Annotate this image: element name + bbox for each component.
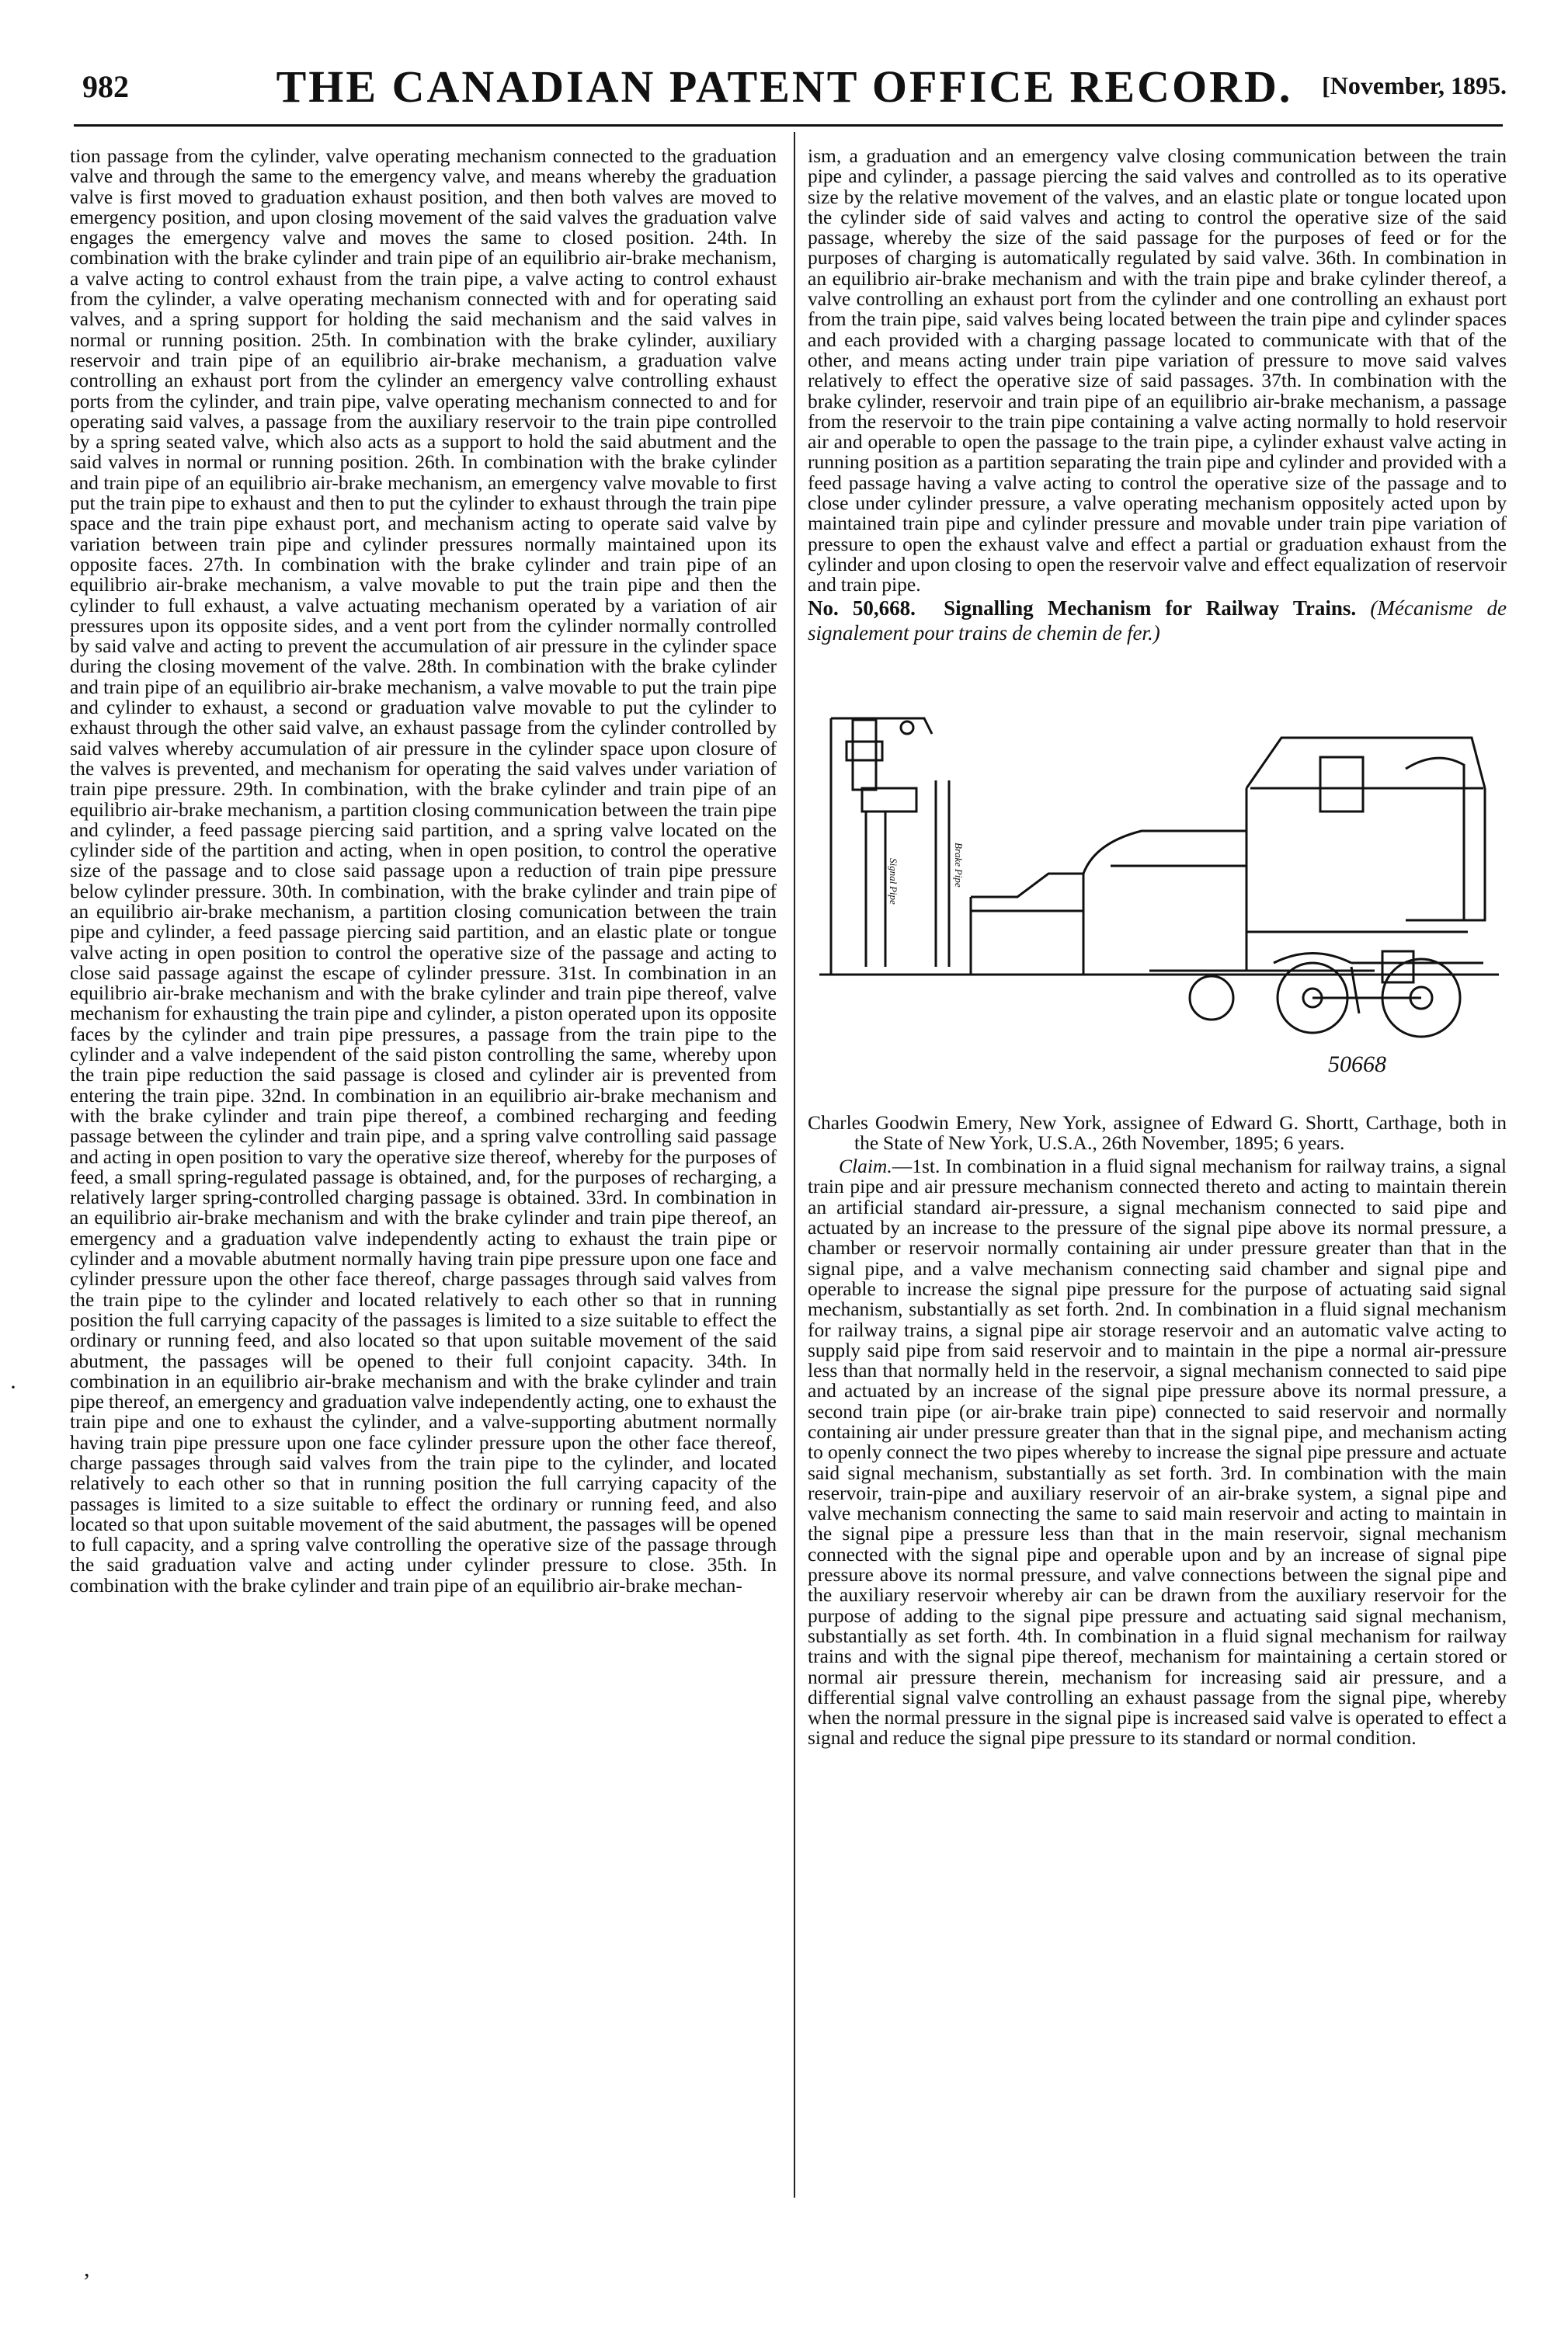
claim-label: Claim. (839, 1155, 892, 1178)
patent-title: Signalling Mechanism for Railway Trains. (944, 596, 1357, 620)
column-divider (794, 132, 795, 2198)
patent-number: No. 50,668. (808, 596, 916, 620)
claims-paragraph (808, 1156, 1507, 1749)
journal-title: THE CANADIAN PATENT OFFICE RECORD. (276, 61, 1293, 112)
margin-mark: , (84, 2256, 90, 2282)
brake-pipe-label: Brake Pipe (953, 842, 965, 888)
signal-pipe-label: Signal Pipe (888, 857, 899, 905)
page-header (62, 54, 1507, 116)
left-column-text: tion passage from the cylinder, valve operating mechanism connected to the graduation valve and through the same to the emergency valve, and means whereby the graduation valve is first moved to graduation exhaust position, and then both valves are moved to emergency position, and upon closing movement of the said valves the graduation valve engages the emergency valve and moves the same to closed position. 24th. In combination with the brake cylinder and train pipe of an equilibrio air-brake mechanism, a valve acting to control exhaust from the train pipe, a valve acting to control exhaust from the cylinder, a valve operating mechanism connected with and for operating said valves, and a spring support for holding the said mechanism and the said valves in normal or running position. 25th. In combination with the brake cylinder, auxiliary reservoir and train pipe of an equilibrio air-brake mechanism, a graduation valve controlling an exhaust port from the cylinder an emergency valve controlling exhaust ports from the cylinder, and train pipe, valve operating mechanism connected to and for operating said valves, a passage from the auxiliary reservoir to the train pipe controlled by a spring seated valve, which also acts as a support to hold the said abutment and the said valves in normal or running position. 26th. In combination with the brake cylinder and train pipe of an equilibrio air-brake mechanism, an emergency valve movable to first put the train pipe to exhaust and then to put the cylinder to exhaust through the train pipe space and the train pipe exhaust port, and mechanism acting to operate said valve by variation between train pipe and cylinder pressures normally maintained upon its opposite faces. 27th. In combination with the brake cylinder and train pipe of an equilibrio air-brake mechanism, a valve movable to put the train pipe and then the cylinder to full exhaust, a valve actuating mechanism operated by a variation of air pressures upon its opposite sides, and a vent port from the cylinder normally controlled by said valve and acting to prevent the accumulation of air pressure in the cylinder space during the closing movement of the valve. 28th. In combination with the brake cylinder and train pipe of an equilibrio air-brake mechanism, a valve movable to put the train pipe and cylinder to exhaust, a second or graduation valve movable to put the cylinder to exhaust through the other said valve, an exhaust passage from the cylinder controlled by said valves whereby accumulation of air pressure in the cylinder space upon closure of the valves is prevented, and mechanism for operating the said valves under variation of train pipe pressure. 29th. In combination, with the brake cylinder and train pipe of an equilibrio air-brake mechanism, a partition closing communication between the train pipe and cylinder, a feed passage piercing said partition, and a spring valve located on the cylinder side of the partition and acting, when in open position, to control the operative size of the passage and to close said passage upon a reduction of train pipe pressure below cylinder pressure. 30th. In combination, with the brake cylinder and train pipe of an equilibrio air-brake mechanism, a partition closing comunication between the train pipe and cylinder, a feed passage piercing said partition, and an elastic plate or tongue valve acting in open position to control the operative size of the passage and acting to close said passage against the escape of cylinder pressure. 31st. In combination in an equilibrio air-brake mechanism and with the brake cylinder and train pipe thereof, valve mechanism for exhausting the train pipe and cylinder, a piston operated upon its opposite faces by the cylinder and train pipe pressures, a passage from the train pipe to the cylinder and a valve independent of the said piston controlling the same, whereby upon the train pipe reduction the said passage is closed and cylinder air is prevented from entering the train pipe. 32nd. In combination in an equilibrio air-brake mechanism and with the brake cylinder and train pipe thereof, a combined recharging and feeding passage between the cylinder and train pipe, and a spring valve controlling said passage and acting in open position to vary the operative size thereof, whereby for the purposes of feed, a small spring-regulated passage is obtained, and, for the purposes of recharging, a relatively larger spring-controlled charging passage is obtained. 33rd. In combination in an equilibrio air-brake mechanism and with the brake cylinder and train pipe thereof, an emergency and a graduation valve independently acting to exhaust the train pipe or cylinder and a movable abutment normally having train pipe pressure upon one face and cylinder pressure upon the other face thereof, charge passages through said valves from the train pipe to the cylinder and located relatively to each other so that in running position the full carrying capacity of the passages is limited to a size suitable to effect the ordinary or running feed, and also located so that upon suitable movement of the said abutment, the passages will be opened to their full conjoint capacity. 34th. In combination in an equilibrio air-brake mechanism and with the brake cylinder and train pipe thereof, an emergency and graduation valve independently acting, one to exhaust the train pipe and one to exhaust the cylinder, and a valve-supporting abutment normally having train pipe pressure upon one face cylinder pressure upon the other face thereof, charge passages through said valves from the train pipe to the cylinder, and located relatively to each other so that in running position the full carrying capacity of the passages is limited to a size suitable to effect the ordinary or running feed, and also located so that upon suitable movement of the said abutment, the passages will be opened to full capacity, and a spring valve controlling the operative size of the passage through the said graduation valve and acting under cylinder pressure to close. 35th. In combination with the brake cylinder and train pipe of an equilibrio air-brake mechan- (70, 144, 777, 1597)
claims-text: —1st. In combination in a fluid signal mechanism for railway trains, a signal train pipe and air pressure mechanism connected thereto and acting to maintain therein an artificial standard air-pressure, a signal mechanism connected to said pipe and actuated by an increase to the pressure of the signal pipe above its normal pressure, a chamber or reservoir normally containing air under pressure greater than that in the signal pipe, and a valve mechanism connecting said chamber and signal pipe and operable to increase the signal pipe pressure for the purpose of actuating said signal mechanism, substantially as set forth. 2nd. In combination in a fluid signal mechanism for railway trains, a signal pipe air storage reservoir and an automatic valve acting to supply said pipe from said reservoir and to maintain in the pipe a normal air-pressure less than that normally held in the reservoir, a signal mechanism connected to said pipe and actuated by an increase of the signal pipe pressure above its normal pressure, a second train pipe (or air-brake train pipe) connected to said reservoir and normally containing air under pressure greater than that in the signal pipe, and mechanism acting to openly connect the two pipes whereby to increase the signal pipe pressure and actuate said signal mechanism, substantially as set forth. 3rd. In combination with the main reservoir, train-pipe and auxiliary reservoir of an air-brake system, a signal pipe and valve mechanism connecting the same to said main reservoir and acting to maintain in the signal pipe a pressure less than that in the main reservoir, signal mechanism connected with the signal pipe and operable upon and by an increase of signal pipe pressure above its normal pressure, and valve connections between the signal pipe and the auxiliary reservoir whereby air can be drawn from the auxiliary reservoir for the purpose of adding to the signal pipe pressure and actuating said signal mechanism, substantially as set forth. 4th. In combination in a fluid signal mechanism for railway trains and with the signal pipe thereof, mechanism for maintaining a certain stored or normal air pressure therein, mechanism for increasing said air pressure, and a differential signal valve controlling an exhaust passage from the signal pipe, whereby when the normal pressure in the signal pipe is increased said valve is operated to effect a signal and reduce the signal pipe pressure to its standard or normal condition. (808, 1155, 1507, 1750)
patent-figure-locomotive (815, 664, 1499, 1099)
issue-date: [November, 1895. (1322, 71, 1507, 99)
left-column (70, 146, 777, 1596)
locomotive-drawing (815, 664, 1499, 1099)
patent-heading (808, 596, 1507, 645)
right-column-text-top: ism, a graduation and an emergency valve closing communication between the train pipe and cylinder, a passage piercing the said valves and controlled as to its operative size by the relative movement of the valves, and an elastic plate or tongue located upon the cylinder side of said valves and acting to control the operative size of the said passage, whereby the size of the said passage for the purposes of feed or for the purposes of charging is automatically regulated by said valve. 36th. In combination in an equilibrio air-brake mechanism and with the train pipe and brake cylinder thereof, a valve controlling an exhaust port from the cylinder and one controlling an exhaust port from the train pipe, said valves being located between the train pipe and cylinder spaces and each provided with a charging passage located to communicate with that of the other, and means acting under train pipe variation of pressure to move said valves relatively to effect the operative size of said passages. 37th. In combination with the brake cylinder, reservoir and train pipe of an equilibrio air-brake mechanism, a passage from the reservoir to the train pipe containing a valve acting normally to hold reservoir air and operable to open the passage to the train pipe, a cylinder exhaust valve acting in running position as a partition separating the train pipe and cylinder and provided with a feed passage having a valve acting to control the operative size of the passage and to close under cylinder pressure, a valve operating mechanism oppositely acted upon by maintained train pipe and cylinder pressure and movable under train pipe variation of pressure to open the exhaust valve and effect a partial or graduation exhaust from the cylinder and upon closing to open the reservoir valve and effect equalization of reservoir and train pipe. (808, 144, 1507, 596)
right-column (808, 146, 1507, 1749)
assignee-line: Charles Goodwin Emery, New York, assignee of Edward G. Shortt, Carthage, both in the State of New York, U.S.A., 26th November, 1895; 6 years. (808, 1110, 1507, 1154)
patent-title-french: (Mécanisme de signalement pour trains de chemin de fer.) (808, 596, 1507, 645)
page-number: 982 (82, 69, 129, 104)
header-rule (74, 124, 1503, 127)
figure-number-label: 50668 (1328, 1051, 1386, 1077)
margin-mark: · (9, 1375, 17, 1400)
